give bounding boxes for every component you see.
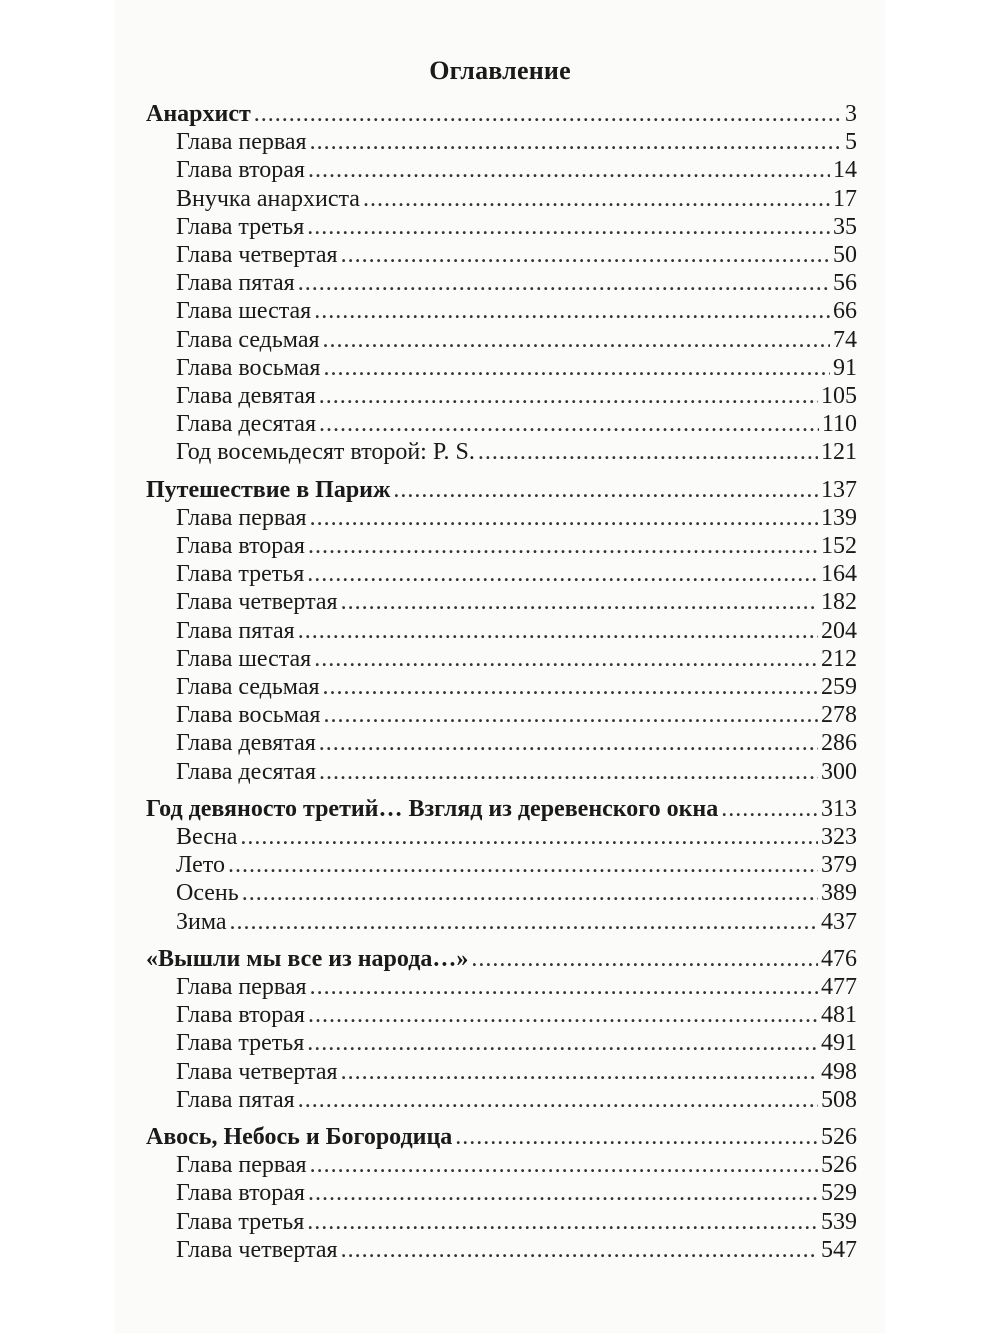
toc-page-number: 526: [821, 1124, 857, 1150]
toc-page-number: 212: [821, 645, 857, 672]
toc-page-number: 35: [833, 213, 857, 240]
toc-page-number: 498: [821, 1058, 857, 1085]
toc-page-number: 137: [821, 476, 857, 503]
toc-chapter-row: [176, 823, 857, 851]
dot-leader: [230, 908, 818, 936]
dot-leader: [308, 1179, 818, 1207]
toc-chapter-title: Год восемьдесят второй: P. S.: [176, 439, 475, 466]
dot-leader: [323, 673, 818, 701]
toc-chapter-row: [176, 438, 857, 466]
toc-chapter-row: [176, 269, 857, 297]
dot-leader: [310, 973, 818, 1001]
dot-leader: [721, 795, 818, 823]
toc-chapter-row: [176, 1029, 857, 1057]
toc-chapter-title: Глава вторая: [176, 533, 305, 559]
toc-chapter-row: [176, 560, 857, 588]
toc-page-number: 529: [821, 1180, 857, 1207]
toc-page-number: 139: [821, 504, 857, 531]
toc-section-row: [146, 476, 857, 504]
toc-chapter-title: Глава вторая: [176, 1002, 305, 1029]
toc-chapter-row: [176, 1086, 857, 1114]
toc-chapter-row: [176, 297, 857, 325]
toc-section-row: [146, 795, 857, 823]
toc-chapter-row: [176, 1208, 857, 1236]
dot-leader: [242, 879, 818, 907]
toc-page-number: 476: [821, 945, 857, 972]
toc-chapter-row: [176, 410, 857, 438]
toc-page-number: 56: [833, 270, 857, 297]
toc-page-number: 121: [821, 439, 857, 466]
toc-page-number: 17: [833, 185, 857, 212]
toc-chapter-title: Весна: [176, 824, 238, 850]
dot-leader: [307, 1208, 818, 1236]
toc-chapter-title: Глава четвертая: [176, 1236, 338, 1263]
toc-chapter-title: Осень: [176, 880, 239, 907]
toc-page-number: 152: [821, 533, 857, 559]
toc-chapter-row: [176, 532, 857, 560]
toc-chapter-title: Глава вторая: [176, 157, 305, 184]
toc-chapter-row: [176, 504, 857, 532]
toc-chapter-title: Глава девятая: [176, 730, 316, 757]
toc-chapter-title: Глава третья: [176, 1030, 305, 1057]
toc-page-number: 66: [833, 298, 857, 325]
toc-page-number: 50: [833, 242, 857, 268]
dot-leader: [298, 617, 818, 645]
dot-leader: [308, 532, 818, 560]
toc-chapter-title: Глава пятая: [176, 617, 295, 644]
toc-page-number: 389: [821, 880, 857, 907]
toc-section-row: [146, 945, 857, 973]
toc-chapter-row: [176, 851, 857, 879]
toc-page-number: 182: [821, 589, 857, 616]
toc-chapter-row: [176, 1179, 857, 1207]
toc-page-number: 379: [821, 852, 857, 879]
dot-leader: [393, 476, 818, 504]
toc-chapter-title: Лето: [176, 852, 225, 879]
toc-page-number: 539: [821, 1208, 857, 1235]
toc-chapter-title: Глава седьмая: [176, 326, 320, 353]
toc-chapter-row: [176, 241, 857, 269]
dot-leader: [341, 1236, 818, 1264]
toc-chapter-title: Глава третья: [176, 1208, 305, 1235]
toc-section-title: Анархист: [146, 101, 251, 127]
toc-chapter-row: [176, 1151, 857, 1179]
toc-chapter-title: Глава девятая: [176, 383, 316, 409]
toc-page-number: 323: [821, 824, 857, 850]
toc-chapter-row: [176, 729, 857, 757]
toc-chapter-row: [176, 617, 857, 645]
dot-leader: [298, 1086, 818, 1114]
toc-chapter-row: [176, 879, 857, 907]
toc-chapter-title: Глава пятая: [176, 1086, 295, 1113]
toc-chapter-row: [176, 213, 857, 241]
toc-chapter-title: Глава шестая: [176, 298, 312, 325]
toc-chapter-title: Глава четвертая: [176, 1058, 338, 1085]
toc-chapter-title: Зима: [176, 908, 227, 935]
dot-leader: [341, 1058, 818, 1086]
toc-chapter-row: [176, 1001, 857, 1029]
dot-leader: [341, 241, 830, 269]
toc-page-number: 91: [833, 354, 857, 381]
dot-leader: [314, 645, 818, 673]
toc-page-number: 300: [821, 758, 857, 785]
toc-page-number: 437: [821, 908, 857, 935]
toc-section-title: Авось, Небось и Богородица: [146, 1124, 453, 1150]
toc-section-title: «Вышли мы все из народа…»: [146, 945, 469, 972]
toc-chapter-row: [176, 701, 857, 729]
dot-leader: [308, 1001, 818, 1029]
toc-chapter-title: Глава первая: [176, 974, 307, 1000]
dot-leader: [319, 410, 819, 438]
dot-leader: [310, 504, 818, 532]
dot-leader: [240, 823, 818, 851]
dot-leader: [319, 729, 818, 757]
dot-leader: [307, 213, 830, 241]
toc-chapter-row: [176, 382, 857, 410]
toc-chapter-title: Внучка анархиста: [176, 185, 360, 212]
dot-leader: [478, 438, 818, 466]
dot-leader: [455, 1123, 818, 1151]
toc-page-number: 286: [821, 730, 857, 757]
toc-page-number: 3: [845, 101, 857, 127]
toc-chapter-title: Глава четвертая: [176, 589, 338, 616]
toc-page-number: 164: [821, 561, 857, 588]
toc-chapter-title: Глава первая: [176, 129, 307, 156]
toc-chapter-title: Глава шестая: [176, 645, 312, 672]
toc-chapter-row: [176, 128, 857, 156]
toc-chapter-row: [176, 156, 857, 184]
dot-leader: [341, 588, 818, 616]
toc-chapter-row: [176, 758, 857, 786]
dot-leader: [310, 1151, 818, 1179]
dot-leader: [310, 128, 842, 156]
toc-chapter-title: Глава первая: [176, 1152, 307, 1179]
toc-page-number: 481: [821, 1002, 857, 1029]
toc-chapter-title: Глава седьмая: [176, 674, 320, 700]
toc-page-number: 105: [821, 383, 857, 409]
toc-section-title: Путешествие в Париж: [146, 476, 391, 503]
toc-page-number: 477: [821, 974, 857, 1000]
toc-chapter-row: [176, 645, 857, 673]
toc-chapter-row: [176, 973, 857, 1001]
toc-chapter-row: [176, 1058, 857, 1086]
toc-section-title: Год девяносто третий… Взгляд из деревенского окна: [146, 795, 719, 822]
toc-page-number: 204: [821, 617, 857, 644]
dot-leader: [308, 156, 830, 184]
toc-chapter-title: Глава десятая: [176, 411, 316, 438]
toc-page-number: 278: [821, 702, 857, 729]
toc-section-row: [146, 1123, 857, 1151]
toc-chapter-title: Глава восьмая: [176, 702, 321, 729]
dot-leader: [314, 297, 830, 325]
dot-leader: [323, 326, 830, 354]
dot-leader: [307, 1029, 818, 1057]
toc-heading: Оглавление: [429, 56, 571, 85]
toc-chapter-row: [176, 908, 857, 936]
toc-chapter-row: [176, 185, 857, 213]
toc-chapter-row: [176, 1236, 857, 1264]
toc-chapter-title: Глава десятая: [176, 758, 316, 785]
toc-chapter-title: Глава третья: [176, 213, 305, 240]
dot-leader: [323, 354, 830, 382]
dot-leader: [228, 851, 818, 879]
toc-page-number: 110: [821, 411, 857, 438]
toc-page-number: 491: [821, 1030, 857, 1057]
dot-leader: [254, 100, 842, 128]
toc-page-number: 259: [821, 674, 857, 700]
toc-page-number: 5: [845, 129, 857, 156]
dot-leader: [307, 560, 818, 588]
dot-leader: [298, 269, 830, 297]
toc-page-number: 526: [821, 1152, 857, 1179]
toc-section-row: [146, 100, 857, 128]
toc-chapter-title: Глава вторая: [176, 1180, 305, 1207]
toc-chapter-row: [176, 673, 857, 701]
toc-chapter-title: Глава восьмая: [176, 354, 321, 381]
dot-leader: [319, 758, 818, 786]
toc-chapter-title: Глава первая: [176, 504, 307, 531]
dot-leader: [471, 945, 818, 973]
toc-chapter-title: Глава третья: [176, 561, 305, 588]
toc-page-number: 14: [833, 157, 857, 184]
toc-chapter-row: [176, 354, 857, 382]
toc-page-number: 74: [833, 326, 857, 353]
dot-leader: [323, 701, 818, 729]
toc-page-number: 547: [821, 1236, 857, 1263]
toc-page-number: 313: [821, 795, 857, 822]
dot-leader: [319, 382, 818, 410]
toc-chapter-title: Глава четвертая: [176, 242, 338, 268]
toc-chapter-title: Глава пятая: [176, 270, 295, 297]
dot-leader: [363, 185, 830, 213]
toc-chapter-row: [176, 326, 857, 354]
toc-page-number: 508: [821, 1086, 857, 1113]
toc-chapter-row: [176, 588, 857, 616]
